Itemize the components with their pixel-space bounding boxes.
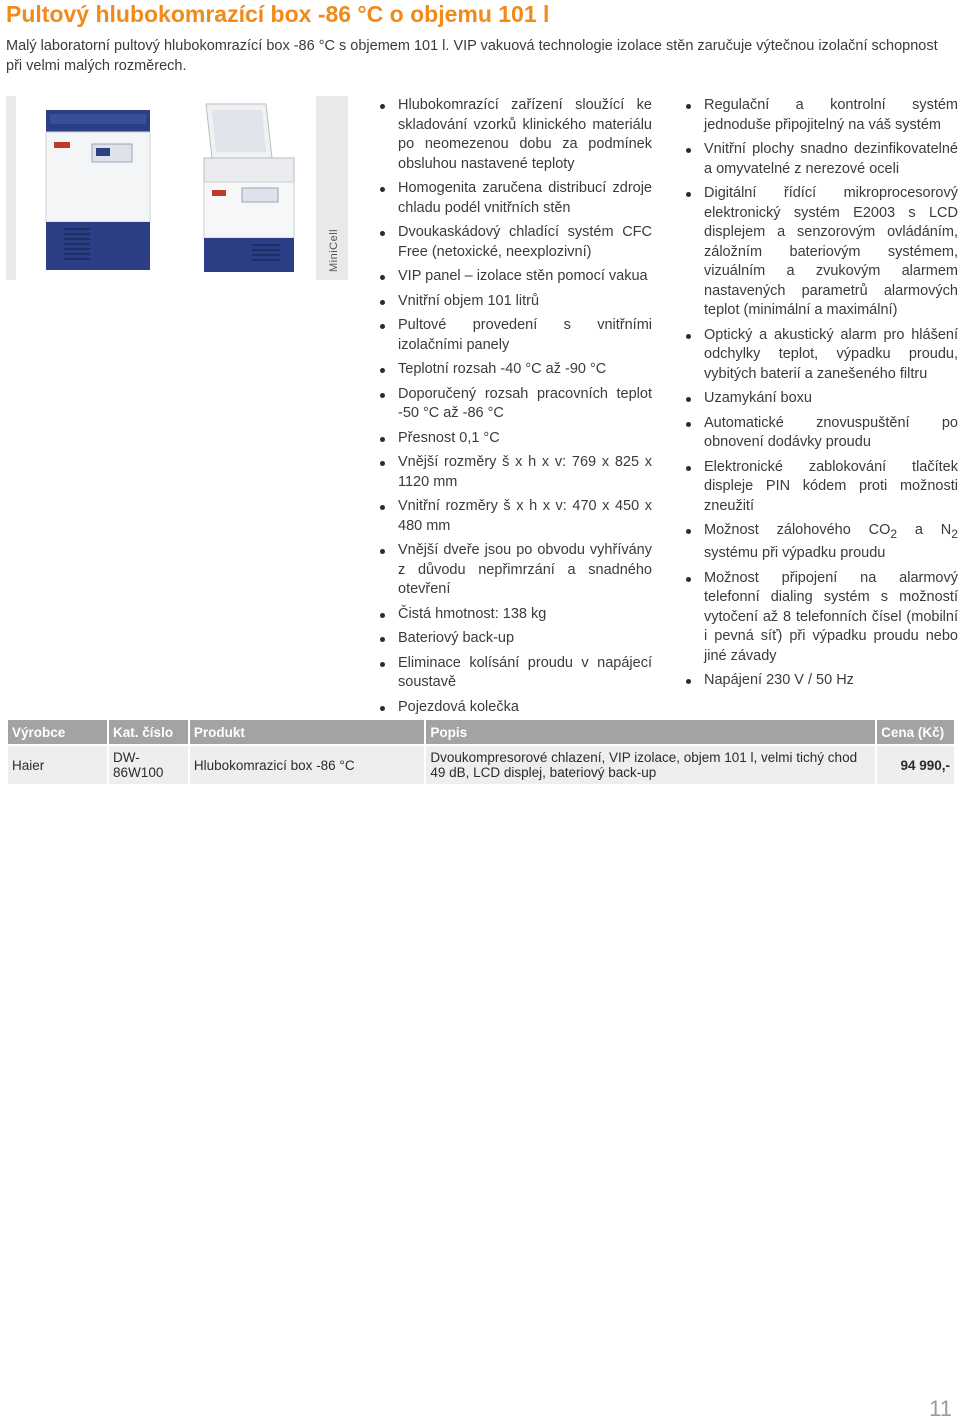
list-item: Doporučený rozsah pracovních teplot -50 °C až -86 °C	[376, 385, 652, 424]
list-item: Automatické znovuspuštění po obnovení dodávky proudu	[682, 414, 958, 453]
list-item: VIP panel – izolace stěn pomocí vakua	[376, 267, 652, 287]
feature-list-left	[376, 96, 652, 722]
list-item: Vnitřní rozměry š x h x v: 470 x 450 x 480 mm	[376, 497, 652, 536]
list-item: Uzamykání boxu	[682, 389, 958, 409]
freezer-closed-image	[46, 110, 150, 270]
list-item: Vnější rozměry š x h x v: 769 x 825 x 1120 mm	[376, 453, 652, 492]
list-item: Homogenita zaručena distribucí zdroje chladu podél vnitřních stěn	[376, 179, 652, 218]
list-item: Pojezdová kolečka	[376, 698, 652, 718]
header-vyrobce: Výrobce	[8, 720, 107, 744]
list-item: Teplotní rozsah -40 °C až -90 °C	[376, 360, 652, 380]
table-header-row	[8, 720, 954, 744]
cell-cena: 94 990,-	[877, 746, 954, 784]
list-item: Bateriový back-up	[376, 629, 652, 649]
list-item: Hlubokomrazící zařízení sloužící ke skladování vzorků klinického materiálu po neomezenou dobu za podmínek obsluhou nastavené teploty	[376, 96, 652, 174]
list-item: Vnitřní plochy snadno dezinfikovatelné a omyvatelné z nerezové oceli	[682, 140, 958, 179]
freezer-open-image	[204, 104, 294, 272]
list-item: Digitální řídící mikroprocesorový elektronický systém E2003 s LCD displejem a senzorovým ovládáním, záložním bateriovým systémem, vizuálním a zvukovým alarmem nastavených parametrů alarmových teplot (minimální a maximální)	[682, 184, 958, 321]
freezer-illustration	[16, 96, 316, 280]
list-item-co2: Možnost zálohového $CO_2$ a $N_2$ systému při výpadku proudu	[682, 521, 958, 564]
cell-vyrobce: Haier	[8, 746, 107, 784]
list-item: Možnost připojení na alarmový telefonní dialing systém s možností vytočení až 8 telefonních čísel (mobilní i pevná síť) při výpadku proudu nebo jiné závady	[682, 569, 958, 667]
cell-produkt: Hlubokomrazicí box -86 °C	[190, 746, 425, 784]
page-title: Pultový hlubokomrazící box -86 °C o objemu 101 l	[6, 1, 550, 27]
list-item: Regulační a kontrolní systém jednoduše připojitelný na váš systém	[682, 96, 958, 135]
list-item: Pultové provedení s vnitřními izolačními panely	[376, 316, 652, 355]
list-item: Optický a akustický alarm pro hlášení odchylky teplot, výpadku proudu, vybitých baterií a zanešeného filtru	[682, 326, 958, 385]
cell-popis: Dvoukompresorové chlazení, VIP izolace, objem 101 l, velmi tichý chod 49 dB, LCD displej, bateriový back-up	[426, 746, 875, 784]
list-item: Napájení 230 V / 50 Hz	[682, 671, 958, 691]
list-item: Eliminace kolísání proudu v napájecí soustavě	[376, 654, 652, 693]
list-item: Přesnost 0,1 °C	[376, 429, 652, 449]
feature-list-right	[682, 96, 958, 696]
brand-label: MiniCell	[328, 228, 340, 272]
header-cena: Cena (Kč)	[877, 720, 954, 744]
header-popis: Popis	[426, 720, 875, 744]
list-item: Vnitřní objem 101 litrů	[376, 292, 652, 312]
header-produkt: Produkt	[190, 720, 425, 744]
list-item: Čistá hmotnost: 138 kg	[376, 605, 652, 625]
table-row	[8, 746, 954, 784]
header-kat-cislo: Kat. číslo	[109, 720, 188, 744]
cell-kat-cislo: DW-86W100	[109, 746, 188, 784]
page-number: 11	[929, 1396, 952, 1421]
price-table	[6, 718, 956, 786]
intro-text: Malý laboratorní pultový hlubokomrazící box -86 °C s objemem 101 l. VIP vakuová technologie izolace stěn zaručuje výtečnou izolační schopnost při velmi malých rozměrech.	[6, 38, 938, 74]
list-item: Dvoukaskádový chladící systém CFC Free (netoxické, neexplozivní)	[376, 223, 652, 262]
product-photo	[6, 96, 348, 280]
list-item: Elektronické zablokování tlačítek displeje PIN kódem proti možnosti zneužití	[682, 458, 958, 517]
list-item: Vnější dveře jsou po obvodu vyhřívány z důvodu nepřimrzání a snadného otevření	[376, 541, 652, 600]
